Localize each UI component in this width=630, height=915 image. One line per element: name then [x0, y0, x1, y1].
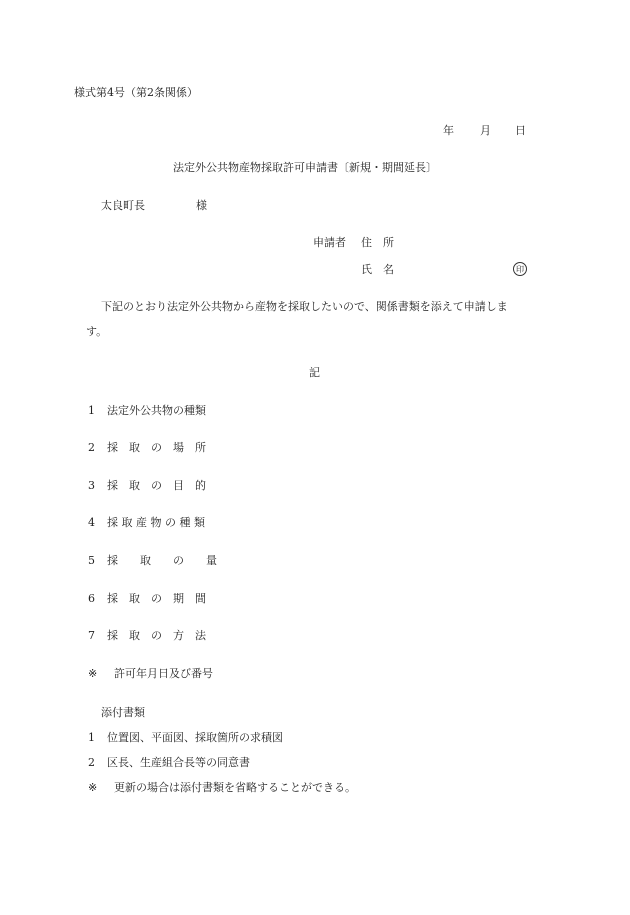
form-number: 様式第4号（第2条関係）: [74, 86, 198, 99]
seal-mark: 印: [513, 262, 527, 276]
item-label: 採 取 の 方 法: [107, 629, 206, 642]
item-label: 採 取 の 場 所: [107, 441, 206, 454]
item-number: 7: [88, 629, 95, 642]
attachments-note-mark: ※: [88, 781, 98, 794]
item-label: 採 取 の 量: [107, 554, 217, 567]
item-label: 採 取 の 目 的: [107, 479, 206, 492]
addressee-name: 太良町長: [101, 199, 145, 212]
item-number: 3: [88, 479, 95, 492]
applicant-address-label: 住 所: [361, 236, 394, 249]
attachment-text: 区長、生産組合長等の同意書: [107, 756, 250, 769]
attachments-note-text: 更新の場合は添付書類を省略することができる。: [114, 781, 356, 794]
date-month: 月: [480, 124, 491, 137]
attachment-number: 2: [88, 756, 95, 769]
item-label: 採 取 産 物 の 種 類: [107, 516, 205, 529]
item-number: 4: [88, 516, 95, 529]
date-day: 日: [515, 124, 526, 137]
item-label: 法定外公共物の種類: [107, 404, 206, 417]
permit-note-mark: ※: [88, 667, 98, 680]
date-year: 年: [443, 124, 454, 137]
attachment-number: 1: [88, 731, 95, 744]
attachment-text: 位置図、平面図、採取箇所の求積図: [107, 731, 283, 744]
attachments-heading: 添付書類: [101, 706, 145, 719]
applicant-name-label: 氏 名: [361, 263, 394, 276]
item-number: 5: [88, 554, 95, 567]
body-text-line-1: 下記のとおり法定外公共物から産物を採取したいので、関係書類を添えて申請しま: [101, 300, 508, 313]
permit-note-text: 許可年月日及び番号: [114, 667, 213, 680]
body-text-line-2: す。: [86, 325, 108, 338]
item-number: 6: [88, 592, 95, 605]
item-label: 採 取 の 期 間: [107, 592, 206, 605]
addressee-honorific: 様: [196, 199, 207, 212]
ki-heading: 記: [309, 366, 320, 379]
item-number: 2: [88, 441, 95, 454]
applicant-label: 申請者: [313, 236, 346, 249]
item-number: 1: [88, 404, 95, 417]
document-title: 法定外公共物産物採取許可申請書〔新規・期間延長〕: [173, 161, 437, 174]
